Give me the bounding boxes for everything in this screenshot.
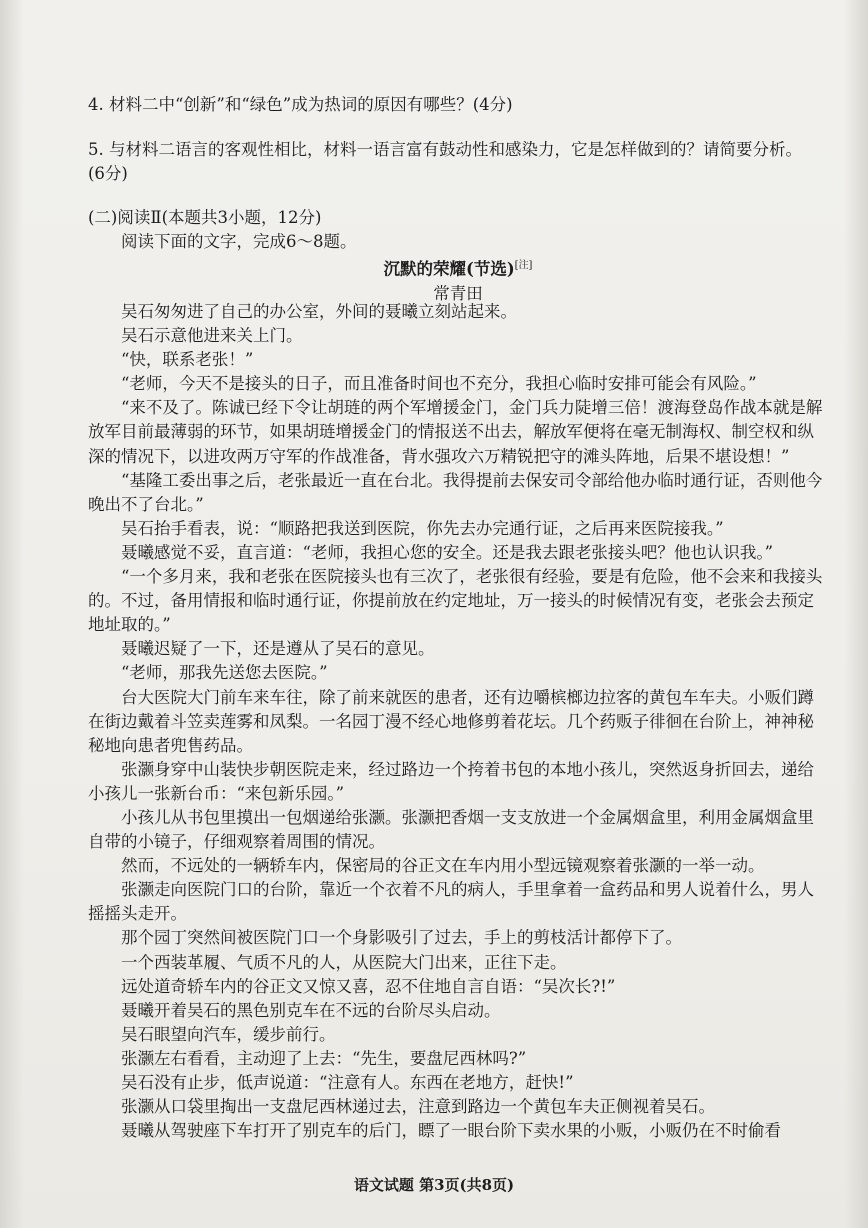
question-5-line2: (6分) bbox=[88, 164, 128, 183]
article-paragraph: “老师，那我先送您去医院。” bbox=[121, 663, 328, 683]
article-paragraph: 张灏身穿中山装快步朝医院走来，经过路边一个挎着书包的本地小孩儿，突然返身折回去，递给小孩儿一张新台币：“来包新乐园。” bbox=[88, 759, 814, 803]
article-author: 常青田 bbox=[433, 283, 483, 303]
article-paragraph: 聂曦迟疑了一下，还是遵从了吴石的意见。 bbox=[121, 639, 435, 659]
article-paragraph: 然而，不远处的一辆轿车内，保密局的谷正文在车内用小型远镜观察着张灏的一举一动。 bbox=[121, 856, 765, 876]
article-title bbox=[88, 254, 828, 282]
article-paragraph: 张灏从口袋里掏出一支盘尼西林递过去，注意到路边一个黄包车夫正侧视着吴石。 bbox=[121, 1097, 715, 1117]
article-paragraph: 那个园丁突然间被医院门口一个身影吸引了过去，手上的剪枝活计都停下了。 bbox=[121, 928, 682, 948]
article-paragraph: 吴石眼望向汽车，缓步前行。 bbox=[121, 1024, 336, 1044]
article-paragraph: “基隆工委出事之后，老张最近一直在台北。我得提前去保安司令部给他办临时通行证，否则他今晚出不了台北。” bbox=[88, 470, 823, 514]
article-paragraph: 小孩儿从书包里摸出一包烟递给张灏。张灏把香烟一支支放进一个金属烟盒里，利用金属烟盒里自带的小镜子，仔细观察着周围的情况。 bbox=[88, 807, 814, 852]
article-paragraph: “来不及了。陈诚已经下令让胡琏的两个军增援金门，金门兵力陡增三倍！渡海登岛作战本就是解放军目前最薄弱的环节，如果胡琏增援金门的情报送不出去，解放军便将在毫无制海权、制空权和纵深的情况下，以进攻两万守军的作战准备，背水强攻六万精锐把守的滩头阵地，后果不堪设想！” bbox=[88, 398, 823, 466]
article-paragraph: 吴石示意他进来关上门。 bbox=[121, 326, 303, 346]
article-note-mark: [注] bbox=[514, 260, 533, 271]
article-paragraph: 张灏走向医院门口的台阶，靠近一个衣着不凡的病人，手里拿着一盒药品和男人说着什么，男人摇摇头走开。 bbox=[88, 880, 814, 924]
article-paragraph: 张灏左右看看，主动迎了上去：“先生，要盘尼西林吗?” bbox=[121, 1048, 527, 1068]
article-paragraph: 聂曦从驾驶座下车打开了别克车的后门，瞟了一眼台阶下卖水果的小贩，小贩仍在不时偷看 bbox=[121, 1121, 781, 1141]
question-4: 4. 材料二中“创新”和“绿色”成为热词的原因有哪些？(4分) bbox=[88, 95, 513, 114]
page-footer: 语文试题 第3页(共8页) bbox=[353, 1176, 515, 1194]
article-paragraph: 聂曦开着吴石的黑色别克车在不远的台阶尽头启动。 bbox=[121, 1000, 501, 1020]
article-body bbox=[88, 300, 828, 1143]
article-header bbox=[88, 254, 828, 306]
section-instruction: 阅读下面的文字，完成6～8题。 bbox=[121, 232, 357, 251]
questions-block bbox=[88, 93, 828, 117]
article-paragraph: 吴石匆匆进了自己的办公室，外间的聂曦立刻站起来。 bbox=[121, 302, 517, 321]
scan-edge-left bbox=[0, 0, 24, 1228]
article-paragraph: 台大医院大门前车来车往，除了前来就医的患者，还有边嚼槟榔边拉客的黄包车车夫。小贩们蹲在街边戴着斗笠卖莲雾和凤梨。一名园丁漫不经心地修剪着花坛。几个药贩子徘徊在台阶上，神神秘秘地向患者兜售药品。 bbox=[88, 687, 814, 755]
question-5-block bbox=[88, 138, 828, 186]
article-paragraph: 一个西装革履、气质不凡的人，从医院大门出来，正往下走。 bbox=[121, 952, 567, 972]
section-heading: (二)阅读Ⅱ(本题共3小题，12分) bbox=[88, 208, 322, 227]
reading-section bbox=[88, 206, 828, 254]
article-paragraph: 聂曦感觉不妥，直言道：“老师，我担心您的安全。还是我去跟老张接头吧？他也认识我。” bbox=[121, 542, 774, 562]
article-title-text: 沉默的荣耀(节选) bbox=[383, 259, 515, 279]
article-paragraph: 吴石没有止步，低声说道：“注意有人。东西在老地方，赶快!” bbox=[121, 1073, 574, 1092]
article-paragraph: “一个多月来，我和老张在医院接头也有三次了，老张很有经验，要是有危险，他不会来和我接头的。不过，备用情报和临时通行证，你提前放在约定地址，万一接头的时候情况有变，老张会去预定地址取的。” bbox=[88, 567, 823, 635]
question-5-line1: 5. 与材料二语言的客观性相比，材料一语言富有鼓动性和感染力，它是怎样做到的？请简要分析。 bbox=[88, 140, 802, 159]
article-paragraph: “老师，今天不是接头的日子，而且准备时间也不充分，我担心临时安排可能会有风险。” bbox=[121, 374, 757, 394]
article-paragraph: 远处道奇轿车内的谷正文又惊又喜，忍不住地自言自语：“吴次长?!” bbox=[121, 976, 616, 996]
article-paragraph: 吴石抬手看表，说：“顺路把我送到医院，你先去办完通行证，之后再来医院接我。” bbox=[121, 518, 724, 538]
article-paragraph: “快，联系老张！” bbox=[121, 350, 254, 370]
scan-edge-right bbox=[844, 0, 868, 1228]
